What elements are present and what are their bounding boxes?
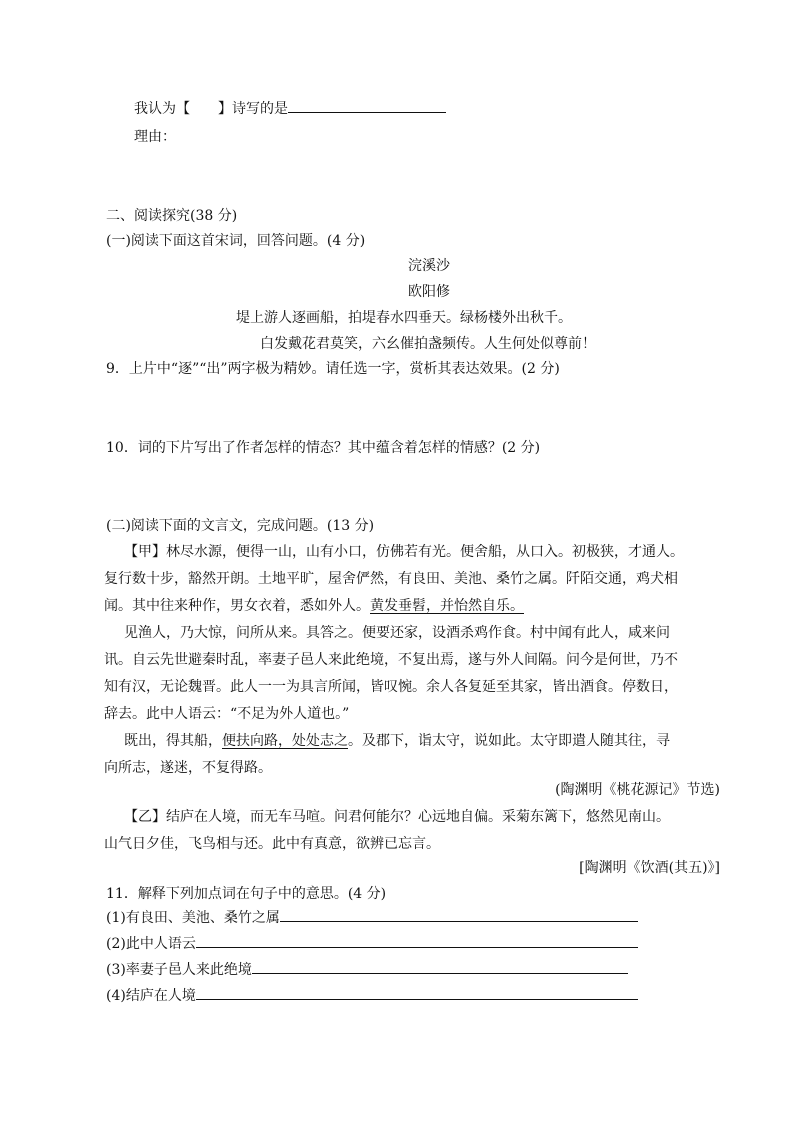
jia-p1-line1: 【甲】林尽水源，便得一山，山有小口，仿佛若有光。便舍船，从口入。初极狭，才通人。: [124, 544, 684, 560]
q11-item-label: (4)结庐在人境: [106, 988, 196, 1004]
q11-item-label: (2)此中人语云: [106, 936, 196, 952]
poem-line-1: 堤上游人逐画船，拍堤春水四垂天。绿杨楼外出秋千。: [236, 310, 572, 326]
question-11-title: 11．解释下列加点词在句子中的意思。(4 分): [106, 886, 387, 902]
q11-item-3: [106, 957, 628, 983]
answer-line: [134, 96, 446, 122]
part1-title: (一)阅读下面这首宋词，回答问题。(4 分): [106, 233, 366, 249]
jia-underlined-sentence-1: 黄发垂髫，并怡然自乐。: [370, 598, 524, 614]
jia-p1-line3: [104, 593, 524, 619]
jia-p3-line2: 向所志，遂迷，不复得路。: [104, 760, 272, 776]
question-9: 9．上片中“逐”“出”两字极为精妙。请任选一字，赏析其表达效果。(2 分): [106, 361, 560, 377]
reason-label: 理由：: [134, 129, 176, 145]
jia-p2-line3: 知有汉，无论魏晋。此人一一为具言所闻，皆叹惋。余人各复延至其家，皆出酒食。停数日，: [104, 679, 678, 695]
jia-p2-line1: 见渔人，乃大惊，问所从来。具答之。便要还家，设酒杀鸡作食。村中闻有此人，咸来问: [124, 625, 670, 641]
part2-title: (二)阅读下面的文言文，完成问题。(13 分): [106, 518, 375, 534]
q11-item-2: [106, 931, 638, 957]
q11-answer-blank[interactable]: [196, 931, 638, 948]
jia-p2-line4: 辞去。此中人语云：“不足为外人道也。”: [104, 706, 350, 722]
section-title: 二、阅读探究(38 分): [106, 208, 238, 224]
yi-line2: 山气日夕佳，飞鸟相与还。此中有真意，欲辨已忘言。: [104, 836, 440, 852]
yi-line1: 【乙】结庐在人境，而无车马喧。问君何能尔？心远地自偏。采菊东篱下，悠然见南山。: [124, 809, 670, 825]
jia-underlined-sentence-2: 便扶向路，处处志之: [222, 733, 348, 749]
yi-source: [陶渊明《饮酒(其五)》]: [579, 860, 720, 876]
answer-prefix: 我认为【: [134, 101, 190, 117]
jia-p3-line1-a: 既出，得其船，: [124, 733, 222, 749]
answer-blank[interactable]: [288, 96, 446, 113]
question-10: 10．词的下片写出了作者怎样的情态？其中蕴含着怎样的情感？(2 分): [106, 440, 541, 456]
q11-item-label: (3)率妻子邑人来此绝境: [106, 962, 252, 978]
jia-p3-line1-b: 。及郡下，诣太守，说如此。太守即遣人随其往，寻: [348, 733, 670, 749]
q11-answer-blank[interactable]: [280, 905, 638, 922]
q11-answer-blank[interactable]: [252, 957, 628, 974]
jia-source: (陶渊明《桃花源记》节选): [555, 782, 720, 798]
jia-p1-line3-text: 闻。其中往来种作，男女衣着，悉如外人。: [104, 598, 370, 614]
jia-p2-line2: 讯。自云先世避秦时乱，率妻子邑人来此绝境，不复出焉，遂与外人间隔。问今是何世，乃不: [104, 652, 678, 668]
answer-mid: 】诗写的是: [218, 101, 288, 117]
q11-item-4: [106, 983, 638, 1009]
poem-author: 欧阳修: [408, 284, 450, 300]
poem-line-2: 白发戴花君莫笑，六幺催拍盏频传。人生何处似尊前！: [260, 336, 596, 352]
jia-p3-line1: [124, 728, 670, 754]
jia-p1-line2: 复行数十步，豁然开朗。土地平旷，屋舍俨然，有良田、美池、桑竹之属。阡陌交通，鸡犬相: [104, 571, 678, 587]
poem-title: 浣溪沙: [408, 258, 450, 274]
q11-item-1: [106, 905, 638, 931]
q11-item-label: (1)有良田、美池、桑竹之属: [106, 910, 280, 926]
q11-answer-blank[interactable]: [196, 983, 638, 1000]
